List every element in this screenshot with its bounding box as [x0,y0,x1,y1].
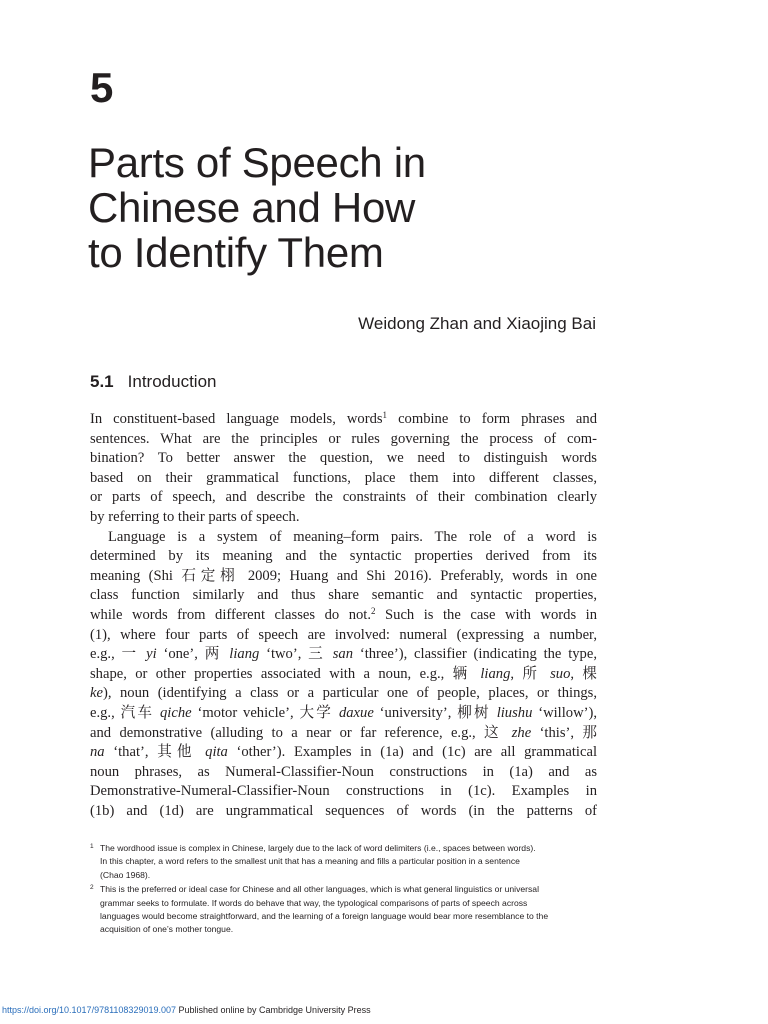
footnote-ref-2[interactable]: 2 [371,605,376,616]
text-line: by referring to their parts of speech. [90,508,300,525]
text-line: shape, or other properties associated with a noun, e.g., 辆 liang, 所 suo, 棵 [90,665,597,682]
text-line: while words from different classes do not.$^2$ Such is the case with words in [90,605,597,623]
section-number: 5.1 [90,372,114,391]
text-line: e.g., 一 yi ‘one’, 两 liang ‘two’, 三 san ‘three’), classifier (indicating the type, [90,646,597,663]
chapter-title-line: Chinese and How [88,184,416,231]
footnote-mark: 1 [90,843,94,850]
text-line: determined by its meaning and the syntactic properties derived from its [90,548,597,565]
text-line: or parts of speech, and describe the constraints of their combination clearly [90,489,597,506]
text-line: class function similarly and thus share semantic and syntactic properties, [90,587,597,604]
text-line: and demonstrative (alluding to a near or far reference, e.g., 这 zhe ‘this’, 那 [90,724,597,741]
chapter-title-line: Parts of Speech in [88,139,426,186]
text-line: ke), noun (identifying a class or a particular one of people, places, or things, [90,685,597,702]
text-line: sentences. What are the principles or rules governing the process of com- [90,430,597,447]
footnote-line: grammar seeks to formulate. If words do behave that way, the typological comparisons of parts of speech across [100,897,528,908]
footnote-line: languages would become straightforward, and the learning of a foreign language would bear more resemblance to the [100,911,549,922]
footnote-line: The wordhood issue is complex in Chinese, largely due to the lack of word delimiters (i.e., spaces between words). [100,843,536,853]
paragraph-1 [90,410,597,528]
footnote-mark: 2 [90,884,94,892]
chapter-title [88,140,648,275]
footnote-ref-1[interactable]: 1 [382,410,388,420]
authors: Weidong Zhan and Xiaojing Bai [358,314,596,333]
chapter-number: 5 [90,64,114,111]
text-line: In constituent-based language models, words$^1$ combine to form phrases and [90,410,597,427]
text-line: (1), where four parts of speech are involved: numeral (expressing a number, [90,626,597,643]
text-line: na ‘that’, 其他 qita ‘other’). Examples in (1a) and (1c) are all grammatical [90,744,597,761]
text-line: meaning (Shi 石定栩 2009; Huang and Shi 2016). Preferably, words in one [90,567,597,584]
footnote-2 [90,883,602,937]
footnote-line: (Chao 1968). [100,869,151,880]
text-line: bination? To better answer the question, we need to distinguish words [90,450,597,467]
section-heading [90,370,216,394]
footnote-line: In this chapter, a word refers to the smallest unit that has a meaning and fills a particular position in a sentence [100,856,520,867]
paragraph-2 [90,528,597,822]
footnote-1 [90,842,602,882]
text-line: e.g., 汽车 qiche ‘motor vehicle’, 大学 daxue ‘university’, 柳树 liushu ‘willow’), [90,704,597,721]
text-line: noun phrases, as Numeral-Classifier-Noun constructions in (1a) and as [90,763,597,780]
footnote-line: acquisition of one’s mother tongue. [100,924,234,935]
text-line: based on their grammatical functions, place them into different classes, [90,469,597,486]
text-line: (1b) and (1d) are ungrammatical sequences of words (in the patterns of [90,802,597,819]
footnotes [90,842,602,938]
text-line: Demonstrative-Numeral-Classifier-Noun constructions in (1c). Examples in [90,783,597,800]
page-footer [2,1003,371,1017]
publisher-note: Published online by Cambridge University Press [175,1005,371,1015]
text-line: Language is a system of meaning–form pairs. The role of a word is [108,528,597,545]
body-text [90,410,597,821]
section-title: Introduction [127,372,217,391]
footnote-line: This is the preferred or ideal case for Chinese and all other languages, which is what general linguistics or universal [100,884,539,895]
doi-link[interactable]: https://doi.org/10.1017/9781108329019.007 [2,1005,176,1015]
chapter-title-line: to Identify Them [88,229,384,276]
